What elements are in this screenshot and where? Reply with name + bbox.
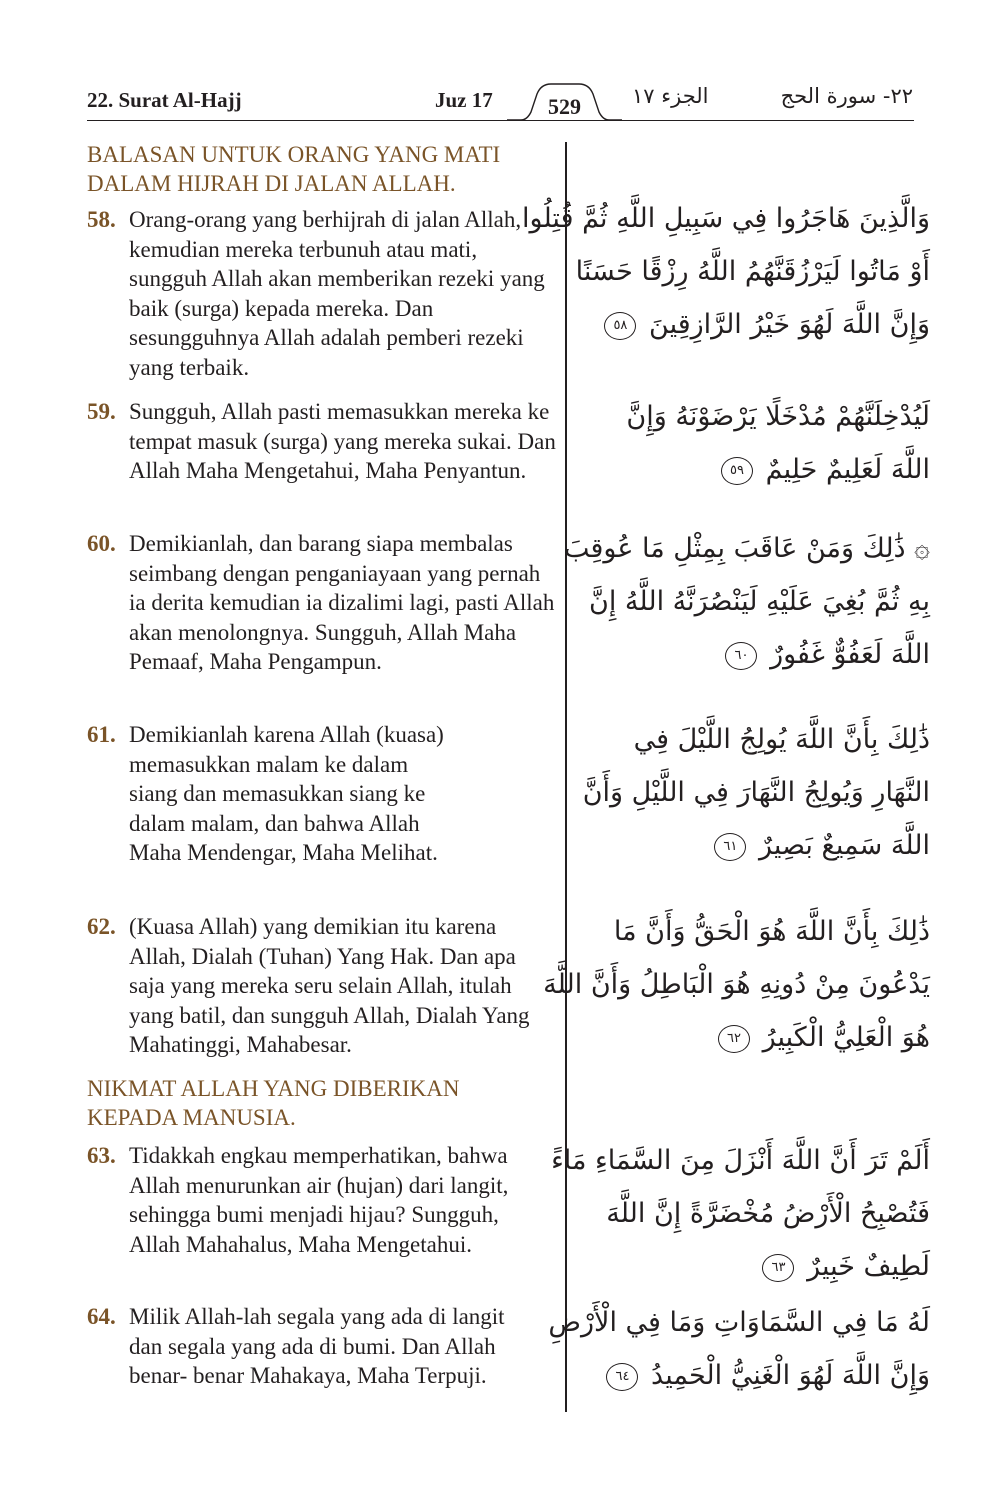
verse-number: 63. bbox=[87, 1143, 116, 1168]
arabic-verse-62 bbox=[543, 905, 930, 1064]
arabic-surah-label: ٢٢- سورة الحج bbox=[780, 84, 913, 108]
verse-end-marker: ٦٠ bbox=[725, 642, 757, 670]
verse-number: 62. bbox=[87, 914, 116, 939]
section-heading: NIKMAT ALLAH YANG DIBERIKAN KEPADA MANUSIA. bbox=[87, 1076, 460, 1130]
arabic-line: أَوْ مَاتُوا لَيَرْزُقَنَّهُمُ اللَّهُ رِزْقًا حَسَنًا bbox=[575, 256, 930, 287]
arabic-line: بِهِ ثُمَّ بُغِيَ عَلَيْهِ لَيَنْصُرَنَّهُ اللَّهُ إِنَّ bbox=[589, 586, 930, 617]
arabic-line: هُوَ الْعَلِيُّ الْكَبِيرُ bbox=[762, 1022, 930, 1053]
arabic-line: النَّهَارِ وَيُولِجُ النَّهَارَ فِي اللَّيْلِ وَأَنَّ bbox=[582, 777, 930, 808]
arabic-line: فَتُصْبِحُ الْأَرْضُ مُخْضَرَّةً إِنَّ اللَّهَ bbox=[606, 1198, 930, 1229]
verse-64 bbox=[87, 1302, 557, 1391]
arabic-line: ذَٰلِكَ بِأَنَّ اللَّهَ يُولِجُ اللَّيْلَ فِي bbox=[633, 724, 930, 755]
arabic-line: لَطِيفٌ خَبِيرٌ bbox=[807, 1251, 930, 1282]
verse-59 bbox=[87, 397, 557, 486]
arabic-line: اللَّهَ لَعَفُوٌّ غَفُورٌ bbox=[770, 639, 930, 670]
verse-number: 58. bbox=[87, 207, 116, 232]
page-number: 529 bbox=[548, 94, 581, 119]
verse-end-marker: ٦٣ bbox=[762, 1254, 794, 1282]
arabic-juz-label: الجزء ١٧ bbox=[632, 84, 709, 108]
verse-translation: Milik Allah-lah segala yang ada di langit dan segala yang ada di bumi. Dan Allah benar- benar Mahakaya, Maha Terpuji. bbox=[129, 1304, 505, 1389]
verse-number: 61. bbox=[87, 722, 116, 747]
arabic-line: وَإِنَّ اللَّهَ لَهُوَ الْغَنِيُّ الْحَمِيدُ bbox=[651, 1360, 930, 1391]
arabic-line: لَيُدْخِلَنَّهُمْ مُدْخَلًا يَرْضَوْنَهُ وَإِنَّ bbox=[626, 401, 930, 432]
arabic-verse-64 bbox=[548, 1296, 930, 1402]
verse-translation: Demikianlah karena Allah (kuasa) memasukkan malam ke dalam siang dan memasukkan siang ke dalam malam, dan bahwa Allah Maha Mendengar, Maha Melihat. bbox=[129, 722, 444, 866]
verse-translation: Orang-orang yang berhijrah di jalan Allah, kemudian mereka terbunuh atau mati, sungguh Allah akan memberikan rezeki yang baik (surga) kepada mereka. Dan sesungguhnya Allah adalah pemberi rezeki yang terbaik. bbox=[129, 207, 545, 380]
verse-end-marker: ٦٤ bbox=[606, 1363, 638, 1391]
verse-number: 59. bbox=[87, 399, 116, 424]
arabic-line: أَلَمْ تَرَ أَنَّ اللَّهَ أَنْزَلَ مِنَ السَّمَاءِ مَاءً bbox=[551, 1145, 930, 1176]
arabic-line: وَالَّذِينَ هَاجَرُوا فِي سَبِيلِ اللَّهِ ثُمَّ قُتِلُوا bbox=[522, 203, 930, 234]
verse-translation: Tidakkah engkau memperhatikan, bahwa Allah menurunkan air (hujan) dari langit, sehingga bumi menjadi hijau? Sungguh, Allah Mahahalus, Maha Mengetahui. bbox=[129, 1143, 509, 1257]
arabic-verse-59 bbox=[590, 390, 930, 496]
arabic-line: ۞ ذَٰلِكَ وَمَنْ عَاقَبَ بِمِثْلِ مَا عُوقِبَ bbox=[563, 533, 930, 564]
header-divider bbox=[87, 120, 914, 121]
verse-62 bbox=[87, 912, 557, 1060]
section-heading: BALASAN UNTUK ORANG YANG MATI DALAM HIJRAH DI JALAN ALLAH. bbox=[87, 142, 501, 196]
arabic-verse-63 bbox=[551, 1134, 930, 1293]
surah-label: 22. Surat Al-Hajj bbox=[87, 88, 242, 112]
arabic-line: يَدْعُونَ مِنْ دُونِهِ هُوَ الْبَاطِلُ وَأَنَّ اللَّهَ bbox=[543, 969, 930, 1000]
arabic-line: اللَّهَ لَعَلِيمٌ حَلِيمٌ bbox=[765, 454, 930, 485]
verse-translation: Sungguh, Allah pasti memasukkan mereka ke tempat masuk (surga) yang mereka sukai. Dan Allah Maha Mengetahui, Maha Penyantun. bbox=[129, 399, 556, 484]
verse-end-marker: ٦٢ bbox=[718, 1025, 750, 1053]
verse-translation: (Kuasa Allah) yang demikian itu karena Allah, Dialah (Tuhan) Yang Hak. Dan apa saja yang mereka seru selain Allah, itulah yang batil, dan sungguh Allah, Dialah Yang Mahatinggi, Mahabesar. bbox=[129, 914, 530, 1058]
column-divider bbox=[565, 142, 567, 1412]
verse-63 bbox=[87, 1141, 557, 1259]
arabic-verse-58 bbox=[522, 192, 930, 351]
verse-60 bbox=[87, 529, 557, 677]
page-header bbox=[0, 0, 1000, 130]
arabic-verse-61 bbox=[582, 713, 930, 872]
verse-end-marker: ٦١ bbox=[714, 833, 746, 861]
arabic-line: اللَّهَ سَمِيعٌ بَصِيرٌ bbox=[758, 830, 930, 861]
arabic-line: لَهُ مَا فِي السَّمَاوَاتِ وَمَا فِي الْأَرْضِ bbox=[548, 1307, 930, 1338]
juz-label: Juz 17 bbox=[435, 88, 493, 112]
verse-58 bbox=[87, 205, 557, 383]
verse-end-marker: ٥٨ bbox=[604, 312, 636, 340]
verse-number: 64. bbox=[87, 1304, 116, 1329]
verse-61 bbox=[87, 720, 557, 868]
arabic-line: وَإِنَّ اللَّهَ لَهُوَ خَيْرُ الرَّازِقِينَ bbox=[649, 309, 930, 340]
verse-end-marker: ٥٩ bbox=[721, 457, 753, 485]
arabic-verse-60 bbox=[563, 522, 930, 681]
verse-translation: Demikianlah, dan barang siapa membalas seimbang dengan penganiayaan yang pernah ia derita kemudian ia dizalimi lagi, pasti Allah akan menolongnya. Sungguh, Allah Maha Pemaaf, Maha Pengampun. bbox=[129, 531, 555, 675]
verse-number: 60. bbox=[87, 531, 116, 556]
arabic-line: ذَٰلِكَ بِأَنَّ اللَّهَ هُوَ الْحَقُّ وَأَنَّ مَا bbox=[613, 916, 930, 947]
